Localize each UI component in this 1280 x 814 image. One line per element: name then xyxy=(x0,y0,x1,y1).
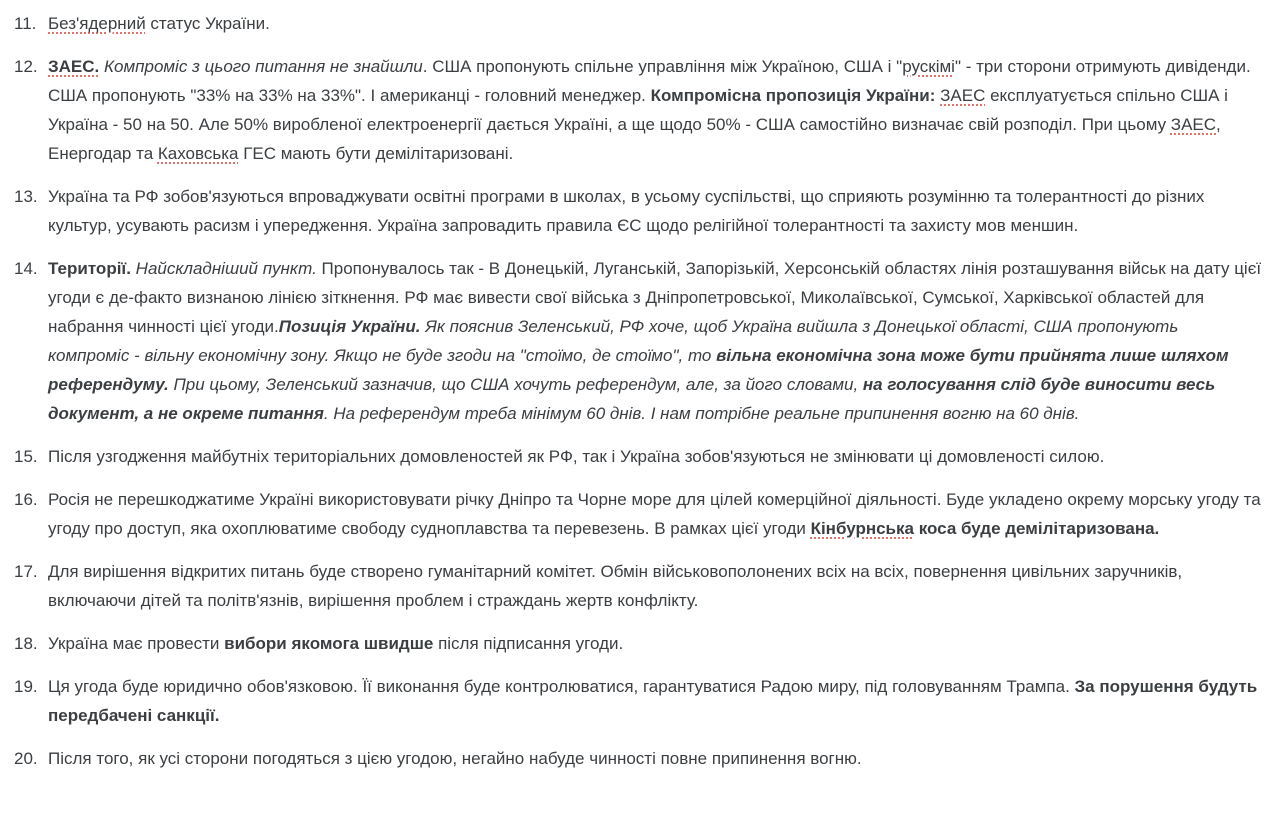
misspelled-word: ЗАЕС. xyxy=(48,57,100,76)
misspelled-word: Кінбурнська xyxy=(810,519,914,538)
item-number: 13. xyxy=(14,187,38,206)
list-item xyxy=(14,442,1266,471)
item-number: 15. xyxy=(14,447,38,466)
item-text: Росія не перешкоджатиме Україні використовувати річку Дніпро та Чорне море для цілей комерційної діяльності. Буде укладено окрему морську угоду та угоду про доступ, яка охоплюватиме свободу судноплавства та перевезень. В рамках цієї угоди Кінбурнська коса буде демілітаризована. xyxy=(48,490,1261,538)
item-number: 17. xyxy=(14,562,38,581)
misspelled-word: Без'ядерний xyxy=(48,14,146,33)
item-number: 19. xyxy=(14,677,38,696)
item-text: Після узгодження майбутніх територіальних домовленостей як РФ, так і Україна зобов'язуються не змінювати ці домовленості силою. xyxy=(48,447,1105,466)
item-text: Ця угода буде юридично обов'язковою. Її виконання буде контролюватися, гарантуватися Радою миру, під головуванням Трампа. За порушення будуть передбачені санкції. xyxy=(48,677,1258,725)
list-item xyxy=(14,9,1266,38)
list-item xyxy=(14,744,1266,773)
list-item xyxy=(14,52,1266,168)
item-text: Для вирішення відкритих питань буде створено гуманітарний комітет. Обмін військовополонених всіх на всіх, повернення цивільних заручників, включаючи дітей та політв'язнів, вирішення проблем і страждань жертв конфлікту. xyxy=(48,562,1183,610)
misspelled-word: ЗАЕС xyxy=(1170,115,1217,134)
list-item xyxy=(14,557,1266,615)
misspelled-word: рускімі xyxy=(902,57,955,76)
misspelled-word: Каховська xyxy=(157,144,239,163)
item-text: Території. Найскладніший пункт. Пропонувалось так - В Донецькій, Луганській, Запорізькій, Херсонській областях лінія розташування військ на дату цієї угоди є де-факто визнаною лінією зіткнення. РФ має вивести свої війська з Дніпропетровської, Миколаївської, Сумської, Харківської областей для набрання чинності цієї угоди.Позиція України. Як пояснив Зеленський, РФ хоче, щоб Україна вийшла з Донецької області, США пропонують компроміс - вільну економічну зону. Якщо не буде згоди на "стоїмо, де стоїмо", то вільна економічна зона може бути прийнята лише шляхом референдуму. При цьому, Зеленський зазначив, що США хочуть референдум, але, за його словами, на голосування слід буде виносити весь документ, а не окреме питання. На референдум треба мінімум 60 днів. І нам потрібне реальне припинення вогню на 60 днів. xyxy=(48,259,1262,423)
item-number: 12. xyxy=(14,57,38,76)
list-item xyxy=(14,254,1266,428)
misspelled-word: ЗАЕС xyxy=(940,86,986,105)
item-number: 14. xyxy=(14,259,38,278)
agreement-list xyxy=(14,9,1266,773)
list-item xyxy=(14,629,1266,658)
item-number: 11. xyxy=(14,14,37,33)
list-item xyxy=(14,182,1266,240)
item-text: Україна має провести вибори якомога швидше після підписання угоди. xyxy=(48,634,624,653)
list-item xyxy=(14,485,1266,543)
item-number: 18. xyxy=(14,634,38,653)
item-text: Після того, як усі сторони погодяться з цією угодою, негайно набуде чинності повне припинення вогню. xyxy=(48,749,862,768)
item-number: 16. xyxy=(14,490,38,509)
list-item xyxy=(14,672,1266,730)
item-text: ЗАЕС. Компроміс з цього питання не знайшли. США пропонують спільне управління між Україною, США і "рускімі" - три сторони отримують дивіденди. США пропонують "33% на 33% на 33%". І американці - головний менеджер. Компромісна пропозиція України: ЗАЕС експлуатується спільно США і Україна - 50 на 50. Але 50% виробленої електроенергії дається Україні, а ще щодо 50% - США самостійно визначає свій розподіл. При цьому ЗАЕС, Енергодар та Каховська ГЕС мають бути демілітаризовані. xyxy=(48,57,1251,163)
item-text: Без'ядерний статус України. xyxy=(48,14,270,33)
item-text: Україна та РФ зобов'язуються впроваджувати освітні програми в школах, в усьому суспільстві, що сприяють розумінню та толерантності до різних культур, усувають расизм і упередження. Україна запровадить правила ЄС щодо релігійної толерантності та захисту мов меншин. xyxy=(48,187,1205,235)
item-number: 20. xyxy=(14,749,38,768)
